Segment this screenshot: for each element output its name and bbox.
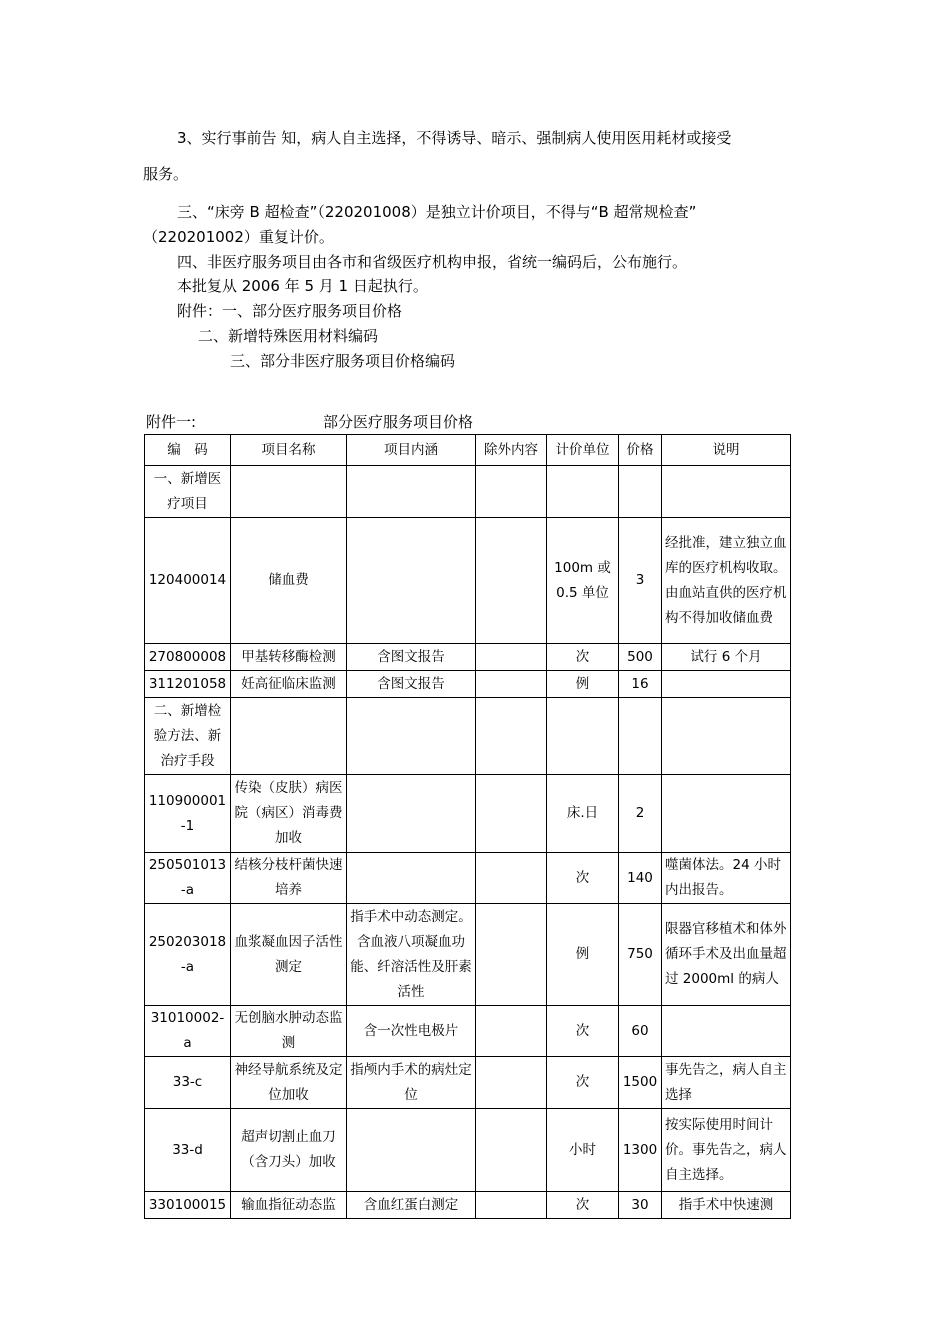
table-row bbox=[145, 518, 791, 644]
cell-exclude bbox=[476, 853, 547, 904]
cell-price bbox=[619, 466, 662, 518]
cell-code: 33-d bbox=[145, 1109, 231, 1192]
cell-content: 含一次性电极片 bbox=[347, 1006, 476, 1057]
cell-content bbox=[347, 698, 476, 775]
cell-exclude bbox=[476, 775, 547, 853]
table-row bbox=[145, 671, 791, 698]
cell-content: 含血红蛋白测定 bbox=[347, 1192, 476, 1219]
header-price: 价格 bbox=[619, 435, 662, 466]
cell-note: 试行 6 个月 bbox=[662, 644, 791, 671]
cell-content bbox=[347, 466, 476, 518]
header-name: 项目名称 bbox=[231, 435, 347, 466]
cell-unit: 小时 bbox=[547, 1109, 619, 1192]
table-header-row bbox=[145, 435, 791, 466]
cell-price: 3 bbox=[619, 518, 662, 644]
attachment-label: 附件一: bbox=[146, 413, 197, 431]
cell-price: 60 bbox=[619, 1006, 662, 1057]
cell-price: 500 bbox=[619, 644, 662, 671]
cell-price: 1300 bbox=[619, 1109, 662, 1192]
cell-unit: 次 bbox=[547, 1057, 619, 1109]
cell-name: 输血指征动态监 bbox=[231, 1192, 347, 1219]
cell-price: 750 bbox=[619, 904, 662, 1006]
header-note: 说明 bbox=[662, 435, 791, 466]
cell-exclude bbox=[476, 698, 547, 775]
cell-note: 指手术中快速测 bbox=[662, 1192, 791, 1219]
table-row bbox=[145, 644, 791, 671]
cell-unit bbox=[547, 466, 619, 518]
cell-code: 一、新增医疗项目 bbox=[145, 466, 231, 518]
table-row bbox=[145, 1057, 791, 1109]
cell-price: 1500 bbox=[619, 1057, 662, 1109]
header-unit: 计价单位 bbox=[547, 435, 619, 466]
cell-note: 噬菌体法。24 小时内出报告。 bbox=[662, 853, 791, 904]
cell-code: 110900001-1 bbox=[145, 775, 231, 853]
cell-unit: 例 bbox=[547, 904, 619, 1006]
header-code: 编 码 bbox=[145, 435, 231, 466]
cell-unit: 次 bbox=[547, 644, 619, 671]
attachment-title: 部分医疗服务项目价格 bbox=[323, 413, 474, 431]
cell-exclude bbox=[476, 1006, 547, 1057]
cell-name: 血浆凝血因子活性测定 bbox=[231, 904, 347, 1006]
cell-content bbox=[347, 518, 476, 644]
cell-note bbox=[662, 466, 791, 518]
cell-content: 含图文报告 bbox=[347, 644, 476, 671]
paragraph-non-medical-items: 四、非医疗服务项目由各市和省级医疗机构申报，省统一编码后，公布施行。 bbox=[177, 253, 688, 271]
paragraph-informed-consent-cont: 服务。 bbox=[143, 165, 189, 183]
cell-code: 250203018-a bbox=[145, 904, 231, 1006]
table-row bbox=[145, 853, 791, 904]
cell-exclude bbox=[476, 518, 547, 644]
cell-name: 传染（皮肤）病医院（病区）消毒费加收 bbox=[231, 775, 347, 853]
header-exclude: 除外内容 bbox=[476, 435, 547, 466]
paragraph-effective-date: 本批复从 2006 年 5 月 1 日起执行。 bbox=[177, 277, 428, 295]
table-row bbox=[145, 1006, 791, 1057]
cell-exclude bbox=[476, 1109, 547, 1192]
cell-price bbox=[619, 698, 662, 775]
paragraph-bedside-ultrasound: 三、“床旁 B 超检查”（220201008）是独立计价项目，不得与“B 超常规检查” bbox=[177, 203, 697, 221]
cell-code: 二、新增检验方法、新治疗手段 bbox=[145, 698, 231, 775]
cell-content bbox=[347, 1109, 476, 1192]
attachment-list-item-2: 二、新增特殊医用材料编码 bbox=[198, 327, 379, 345]
cell-unit: 次 bbox=[547, 1006, 619, 1057]
cell-name: 超声切割止血刀（含刀头）加收 bbox=[231, 1109, 347, 1192]
table-row bbox=[145, 1109, 791, 1192]
cell-unit: 床.日 bbox=[547, 775, 619, 853]
cell-exclude bbox=[476, 671, 547, 698]
cell-code: 250501013-a bbox=[145, 853, 231, 904]
cell-unit bbox=[547, 698, 619, 775]
cell-name: 神经导航系统及定位加收 bbox=[231, 1057, 347, 1109]
cell-name: 甲基转移酶检测 bbox=[231, 644, 347, 671]
cell-exclude bbox=[476, 644, 547, 671]
cell-note bbox=[662, 671, 791, 698]
table-row bbox=[145, 1192, 791, 1219]
cell-exclude bbox=[476, 466, 547, 518]
cell-name bbox=[231, 698, 347, 775]
paragraph-informed-consent: 3、实行事前告 知，病人自主选择，不得诱导、暗示、强制病人使用医用耗材或接受 bbox=[177, 129, 732, 147]
cell-price: 16 bbox=[619, 671, 662, 698]
cell-note: 按实际使用时间计价。事先告之，病人自主选择。 bbox=[662, 1109, 791, 1192]
cell-exclude bbox=[476, 1192, 547, 1219]
cell-note bbox=[662, 1006, 791, 1057]
attachment-list-item-3: 三、部分非医疗服务项目价格编码 bbox=[230, 352, 456, 370]
attachment-list-item-1: 附件：一、部分医疗服务项目价格 bbox=[177, 302, 403, 320]
cell-name: 妊高征临床监测 bbox=[231, 671, 347, 698]
table-row bbox=[145, 904, 791, 1006]
cell-unit: 次 bbox=[547, 853, 619, 904]
cell-unit: 例 bbox=[547, 671, 619, 698]
cell-price: 140 bbox=[619, 853, 662, 904]
cell-unit: 次 bbox=[547, 1192, 619, 1219]
cell-code: 270800008 bbox=[145, 644, 231, 671]
cell-content bbox=[347, 775, 476, 853]
cell-note: 经批准，建立独立血库的医疗机构收取。由血站直供的医疗机构不得加收储血费 bbox=[662, 518, 791, 644]
cell-code: 330100015 bbox=[145, 1192, 231, 1219]
cell-exclude bbox=[476, 1057, 547, 1109]
cell-code: 33-c bbox=[145, 1057, 231, 1109]
cell-name: 结核分枝杆菌快速培养 bbox=[231, 853, 347, 904]
price-table bbox=[144, 434, 791, 1219]
cell-name bbox=[231, 466, 347, 518]
cell-content: 指手术中动态测定。含血液八项凝血功能、纤溶活性及肝素活性 bbox=[347, 904, 476, 1006]
cell-code: 311201058 bbox=[145, 671, 231, 698]
table-row bbox=[145, 698, 791, 775]
cell-code: 31010002-a bbox=[145, 1006, 231, 1057]
cell-price: 2 bbox=[619, 775, 662, 853]
table-row bbox=[145, 775, 791, 853]
header-content: 项目内涵 bbox=[347, 435, 476, 466]
paragraph-bedside-ultrasound-cont: （220201002）重复计价。 bbox=[143, 228, 334, 246]
cell-name: 无创脑水肿动态监测 bbox=[231, 1006, 347, 1057]
cell-exclude bbox=[476, 904, 547, 1006]
cell-name: 储血费 bbox=[231, 518, 347, 644]
cell-unit: 100m 或 0.5 单位 bbox=[547, 518, 619, 644]
cell-price: 30 bbox=[619, 1192, 662, 1219]
cell-note bbox=[662, 775, 791, 853]
cell-note: 限器官移植术和体外循环手术及出血量超过 2000ml 的病人 bbox=[662, 904, 791, 1006]
cell-content: 含图文报告 bbox=[347, 671, 476, 698]
cell-note bbox=[662, 698, 791, 775]
cell-code: 120400014 bbox=[145, 518, 231, 644]
cell-note: 事先告之，病人自主选择 bbox=[662, 1057, 791, 1109]
table-row bbox=[145, 466, 791, 518]
cell-content: 指颅内手术的病灶定位 bbox=[347, 1057, 476, 1109]
cell-content bbox=[347, 853, 476, 904]
